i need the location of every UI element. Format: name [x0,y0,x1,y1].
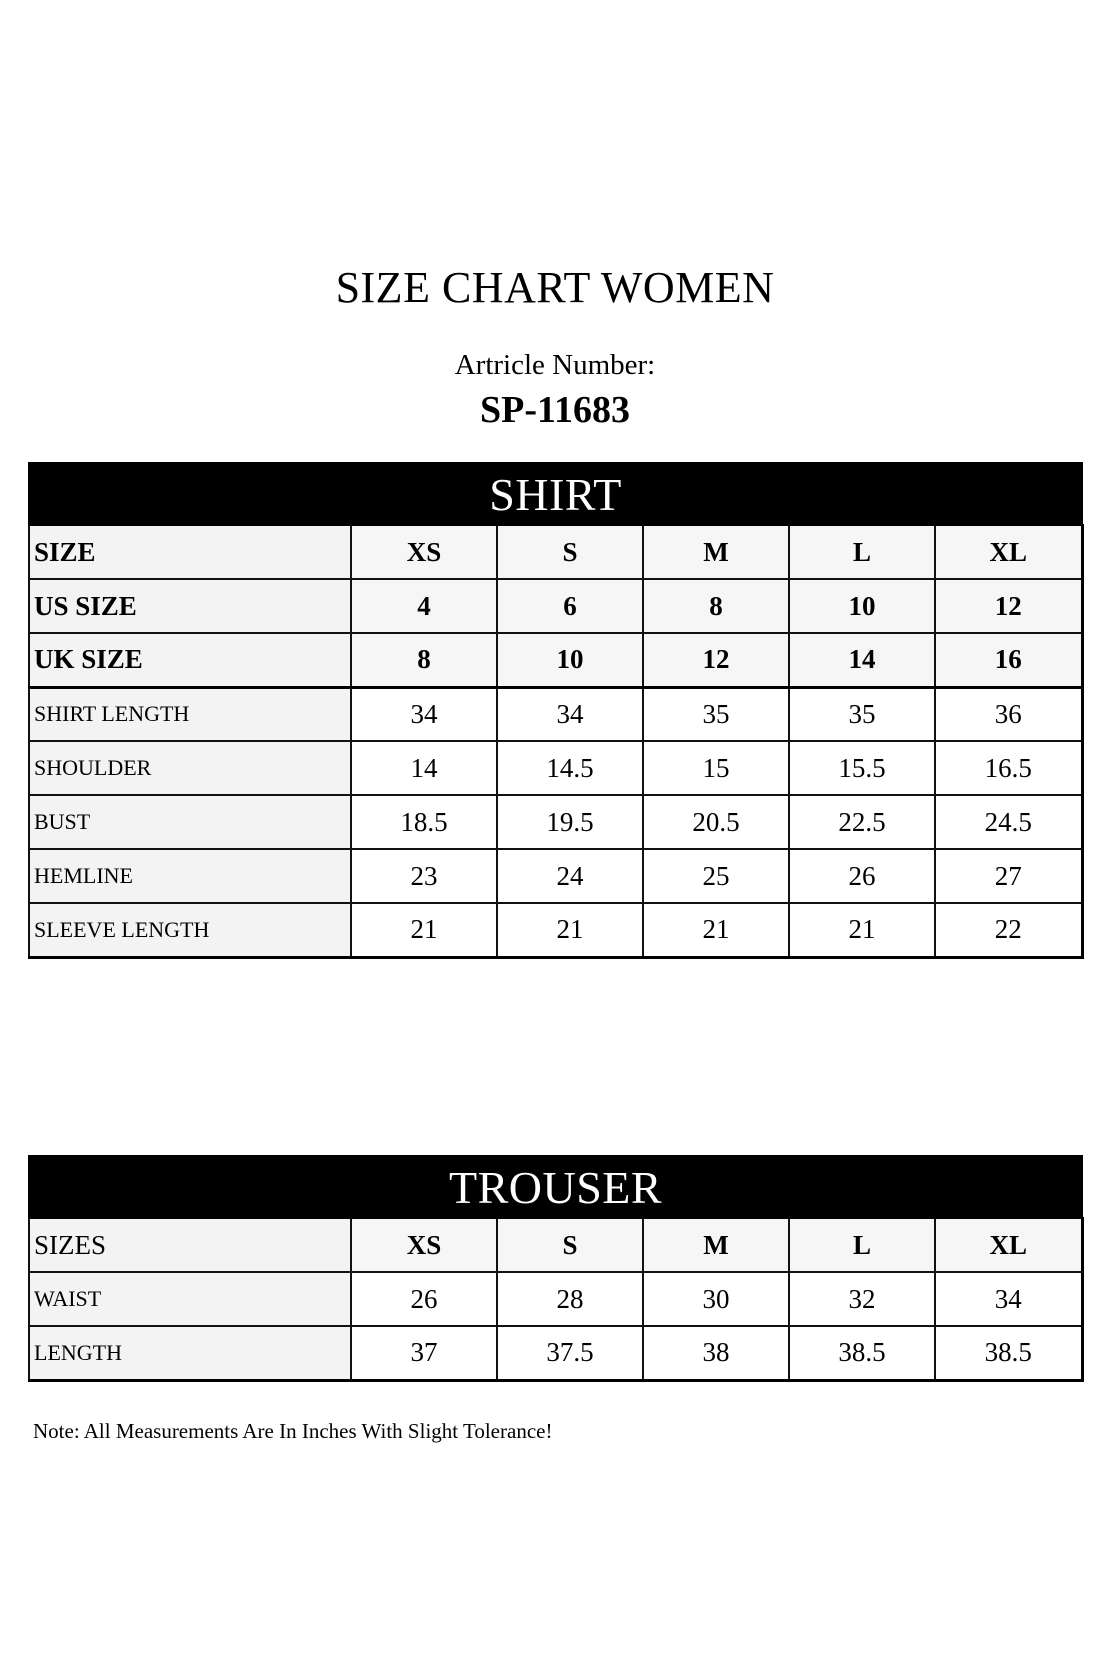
table-cell: 34 [935,1272,1082,1326]
shirt-size-m: M [643,525,789,579]
table-cell: 35 [643,687,789,741]
table-cell: 8 [643,579,789,633]
table-cell: 12 [935,579,1082,633]
trouser-size-table [28,1155,1084,1382]
table-cell: 16 [935,633,1082,687]
row-label: UK SIZE [29,633,351,687]
row-label: SLEEVE LENGTH [29,903,351,957]
shirt-size-header-row [29,525,1082,579]
shirt-shoulder-row [29,741,1082,795]
article-number-label: Artricle Number: [454,349,656,381]
row-label: BUST [29,795,351,849]
table-cell: 20.5 [643,795,789,849]
shirt-size-table [28,462,1084,959]
table-cell: 37.5 [497,1326,643,1380]
trouser-length-row [29,1326,1082,1380]
trouser-size-xl: XL [935,1218,1082,1272]
table-cell: 38.5 [935,1326,1082,1380]
table-cell: 35 [789,687,935,741]
shirt-uk-size-row [29,633,1082,687]
table-cell: 21 [643,903,789,957]
table-cell: 23 [351,849,497,903]
row-label: US SIZE [29,579,351,633]
table-cell: 4 [351,579,497,633]
table-cell: 30 [643,1272,789,1326]
table-cell: 34 [351,687,497,741]
table-cell: 14 [351,741,497,795]
shirt-section-title: SHIRT [29,463,1082,525]
table-cell: 6 [497,579,643,633]
article-number: SP-11683 [480,389,630,431]
shirt-header-label: SIZE [29,525,351,579]
page-title: SIZE CHART WOMEN [335,263,775,312]
shirt-length-row [29,687,1082,741]
table-cell: 10 [789,579,935,633]
row-label: SHOULDER [29,741,351,795]
table-cell: 22.5 [789,795,935,849]
table-cell: 19.5 [497,795,643,849]
row-label: HEMLINE [29,849,351,903]
trouser-header-label: SIZES [29,1218,351,1272]
table-cell: 18.5 [351,795,497,849]
shirt-bust-row [29,795,1082,849]
trouser-size-s: S [497,1218,643,1272]
table-cell: 10 [497,633,643,687]
trouser-size-xs: XS [351,1218,497,1272]
table-cell: 38.5 [789,1326,935,1380]
table-cell: 8 [351,633,497,687]
trouser-size-m: M [643,1218,789,1272]
table-cell: 21 [789,903,935,957]
table-cell: 36 [935,687,1082,741]
table-cell: 26 [351,1272,497,1326]
shirt-size-xs: XS [351,525,497,579]
table-cell: 28 [497,1272,643,1326]
table-cell: 24 [497,849,643,903]
table-cell: 15 [643,741,789,795]
table-cell: 21 [497,903,643,957]
shirt-size-l: L [789,525,935,579]
shirt-size-s: S [497,525,643,579]
shirt-hemline-row [29,849,1082,903]
row-label: WAIST [29,1272,351,1326]
table-cell: 16.5 [935,741,1082,795]
table-cell: 32 [789,1272,935,1326]
table-cell: 34 [497,687,643,741]
table-cell: 21 [351,903,497,957]
table-cell: 37 [351,1326,497,1380]
shirt-size-xl: XL [935,525,1082,579]
table-cell: 14.5 [497,741,643,795]
table-cell: 27 [935,849,1082,903]
trouser-size-l: L [789,1218,935,1272]
trouser-size-header-row [29,1218,1082,1272]
table-cell: 22 [935,903,1082,957]
table-cell: 24.5 [935,795,1082,849]
table-cell: 15.5 [789,741,935,795]
trouser-section-title: TROUSER [29,1156,1082,1218]
table-cell: 26 [789,849,935,903]
table-cell: 25 [643,849,789,903]
row-label: LENGTH [29,1326,351,1380]
trouser-waist-row [29,1272,1082,1326]
table-cell: 14 [789,633,935,687]
row-label: SHIRT LENGTH [29,687,351,741]
shirt-sleeve-length-row [29,903,1082,957]
shirt-us-size-row [29,579,1082,633]
measurement-note: Note: All Measurements Are In Inches With Slight Tolerance! [33,1419,553,1443]
table-cell: 38 [643,1326,789,1380]
table-cell: 12 [643,633,789,687]
